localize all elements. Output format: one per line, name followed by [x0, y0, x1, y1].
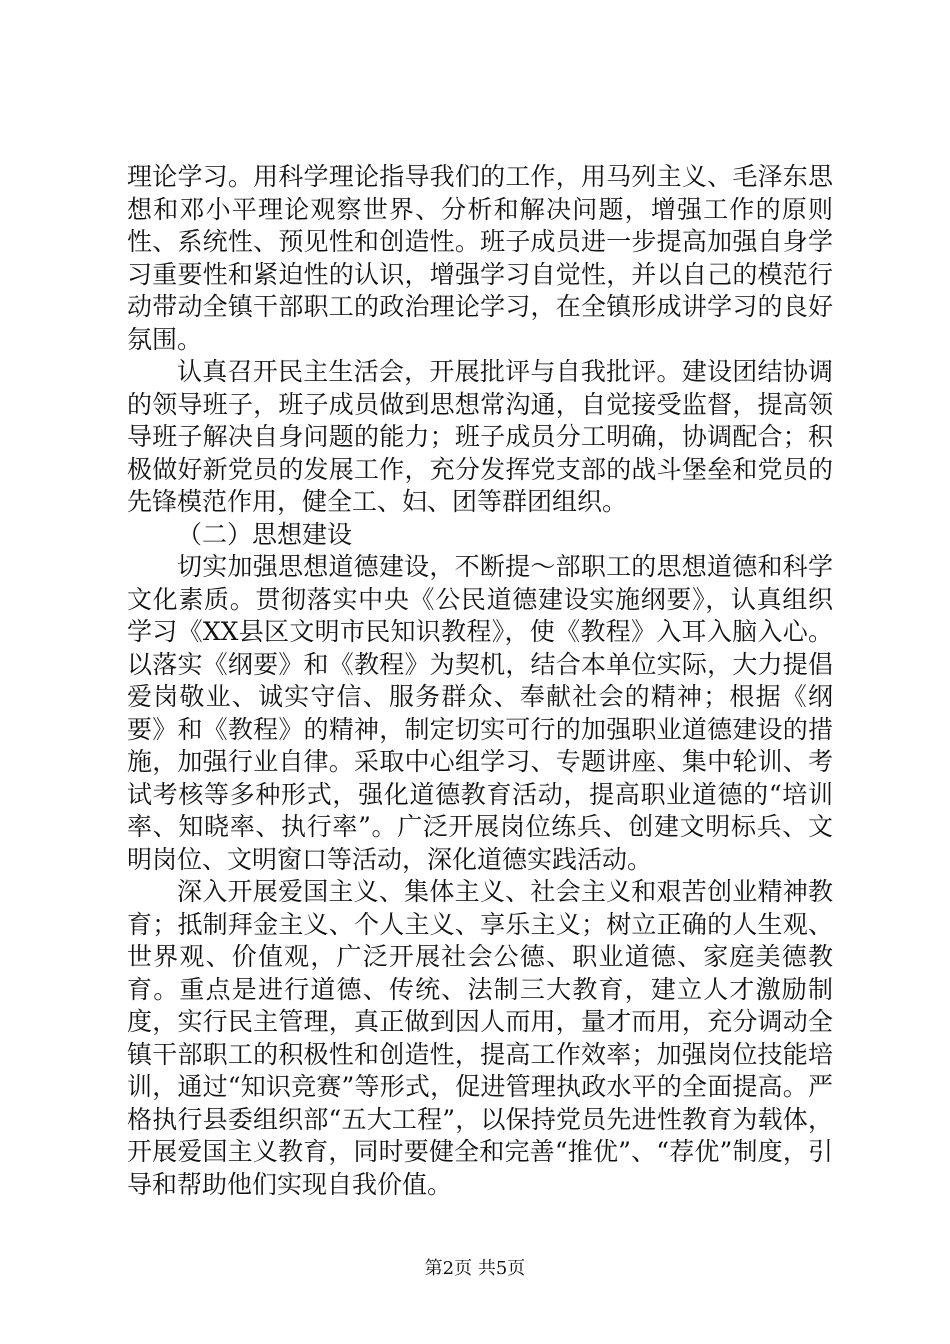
paragraph-moral-construction: 切实加强思想道德建设，不断提～部职工的思想道德和科学文化素质。贯彻落实中央《公民道德建设实施纲要》，认真组织学习《XX县区文明市民知识教程》，使《教程》入耳入脑入心。以落实《纲要》和《教程》为契机，结合本单位实际，大力提倡爱岗敬业、诚实守信、服务群众、奉献社会的精神；根据《纲要》和《教程》的精神，制定切实可行的加强职业道德建设的措施，加强行业自律。采取中心组学习、专题讲座、集中轮训、考试考核等多种形式，强化道德教育活动，提高职业道德的“培训率、知晓率、执行率”。广泛开展岗位练兵、创建文明标兵、文明岗位、文明窗口等活动，深化道德实践活动。 [127, 552, 833, 874]
section-heading-ideology: （二）思想建设 [177, 519, 353, 549]
paragraph-continued: 理论学习。用科学理论指导我们的工作，用马列主义、毛泽东思想和邓小平理论观察世界、分析和解决问题，增强工作的原则性、系统性、预见性和创造性。班子成员进一步提高加强自身学习重要性和紧迫性的认识，增强学习自觉性，并以自己的模范行动带动全镇干部职工的政治理论学习，在全镇形成讲学习的良好氛围。 [127, 162, 833, 354]
paragraph-patriotic-education: 深入开展爱国主义、集体主义、社会主义和艰苦创业精神教育；抵制拜金主义、个人主义、享乐主义；树立正确的人生观、世界观、价值观，广泛开展社会公德、职业道德、家庭美德教育。重点是进行道德、传统、法制三大教育，建立人才激励制度，实行民主管理，真正做到因人而用，量才而用，充分调动全镇干部职工的积极性和创造性，提高工作效率；加强岗位技能培训，通过“知识竞赛”等形式，促进管理执政水平的全面提高。严格执行县委组织部“五大工程”，以保持党员先进性教育为载体，开展爱国主义教育，同时要健全和完善“推优”、“荐优”制度，引导和帮助他们实现自我价值。 [127, 877, 833, 1199]
document-body [127, 161, 833, 1201]
page-footer: 第2页 共5页 [424, 1258, 526, 1279]
paragraph-democratic-life: 认真召开民主生活会，开展批评与自我批评。建设团结协调的领导班子，班子成员做到思想常沟通，自觉接受监督，提高领导班子解决自身问题的能力；班子成员分工明确，协调配合；积极做好新党员的发展工作，充分发挥党支部的战斗堡垒和党员的先锋模范作用，健全工、妇、团等群团组织。 [127, 357, 833, 516]
